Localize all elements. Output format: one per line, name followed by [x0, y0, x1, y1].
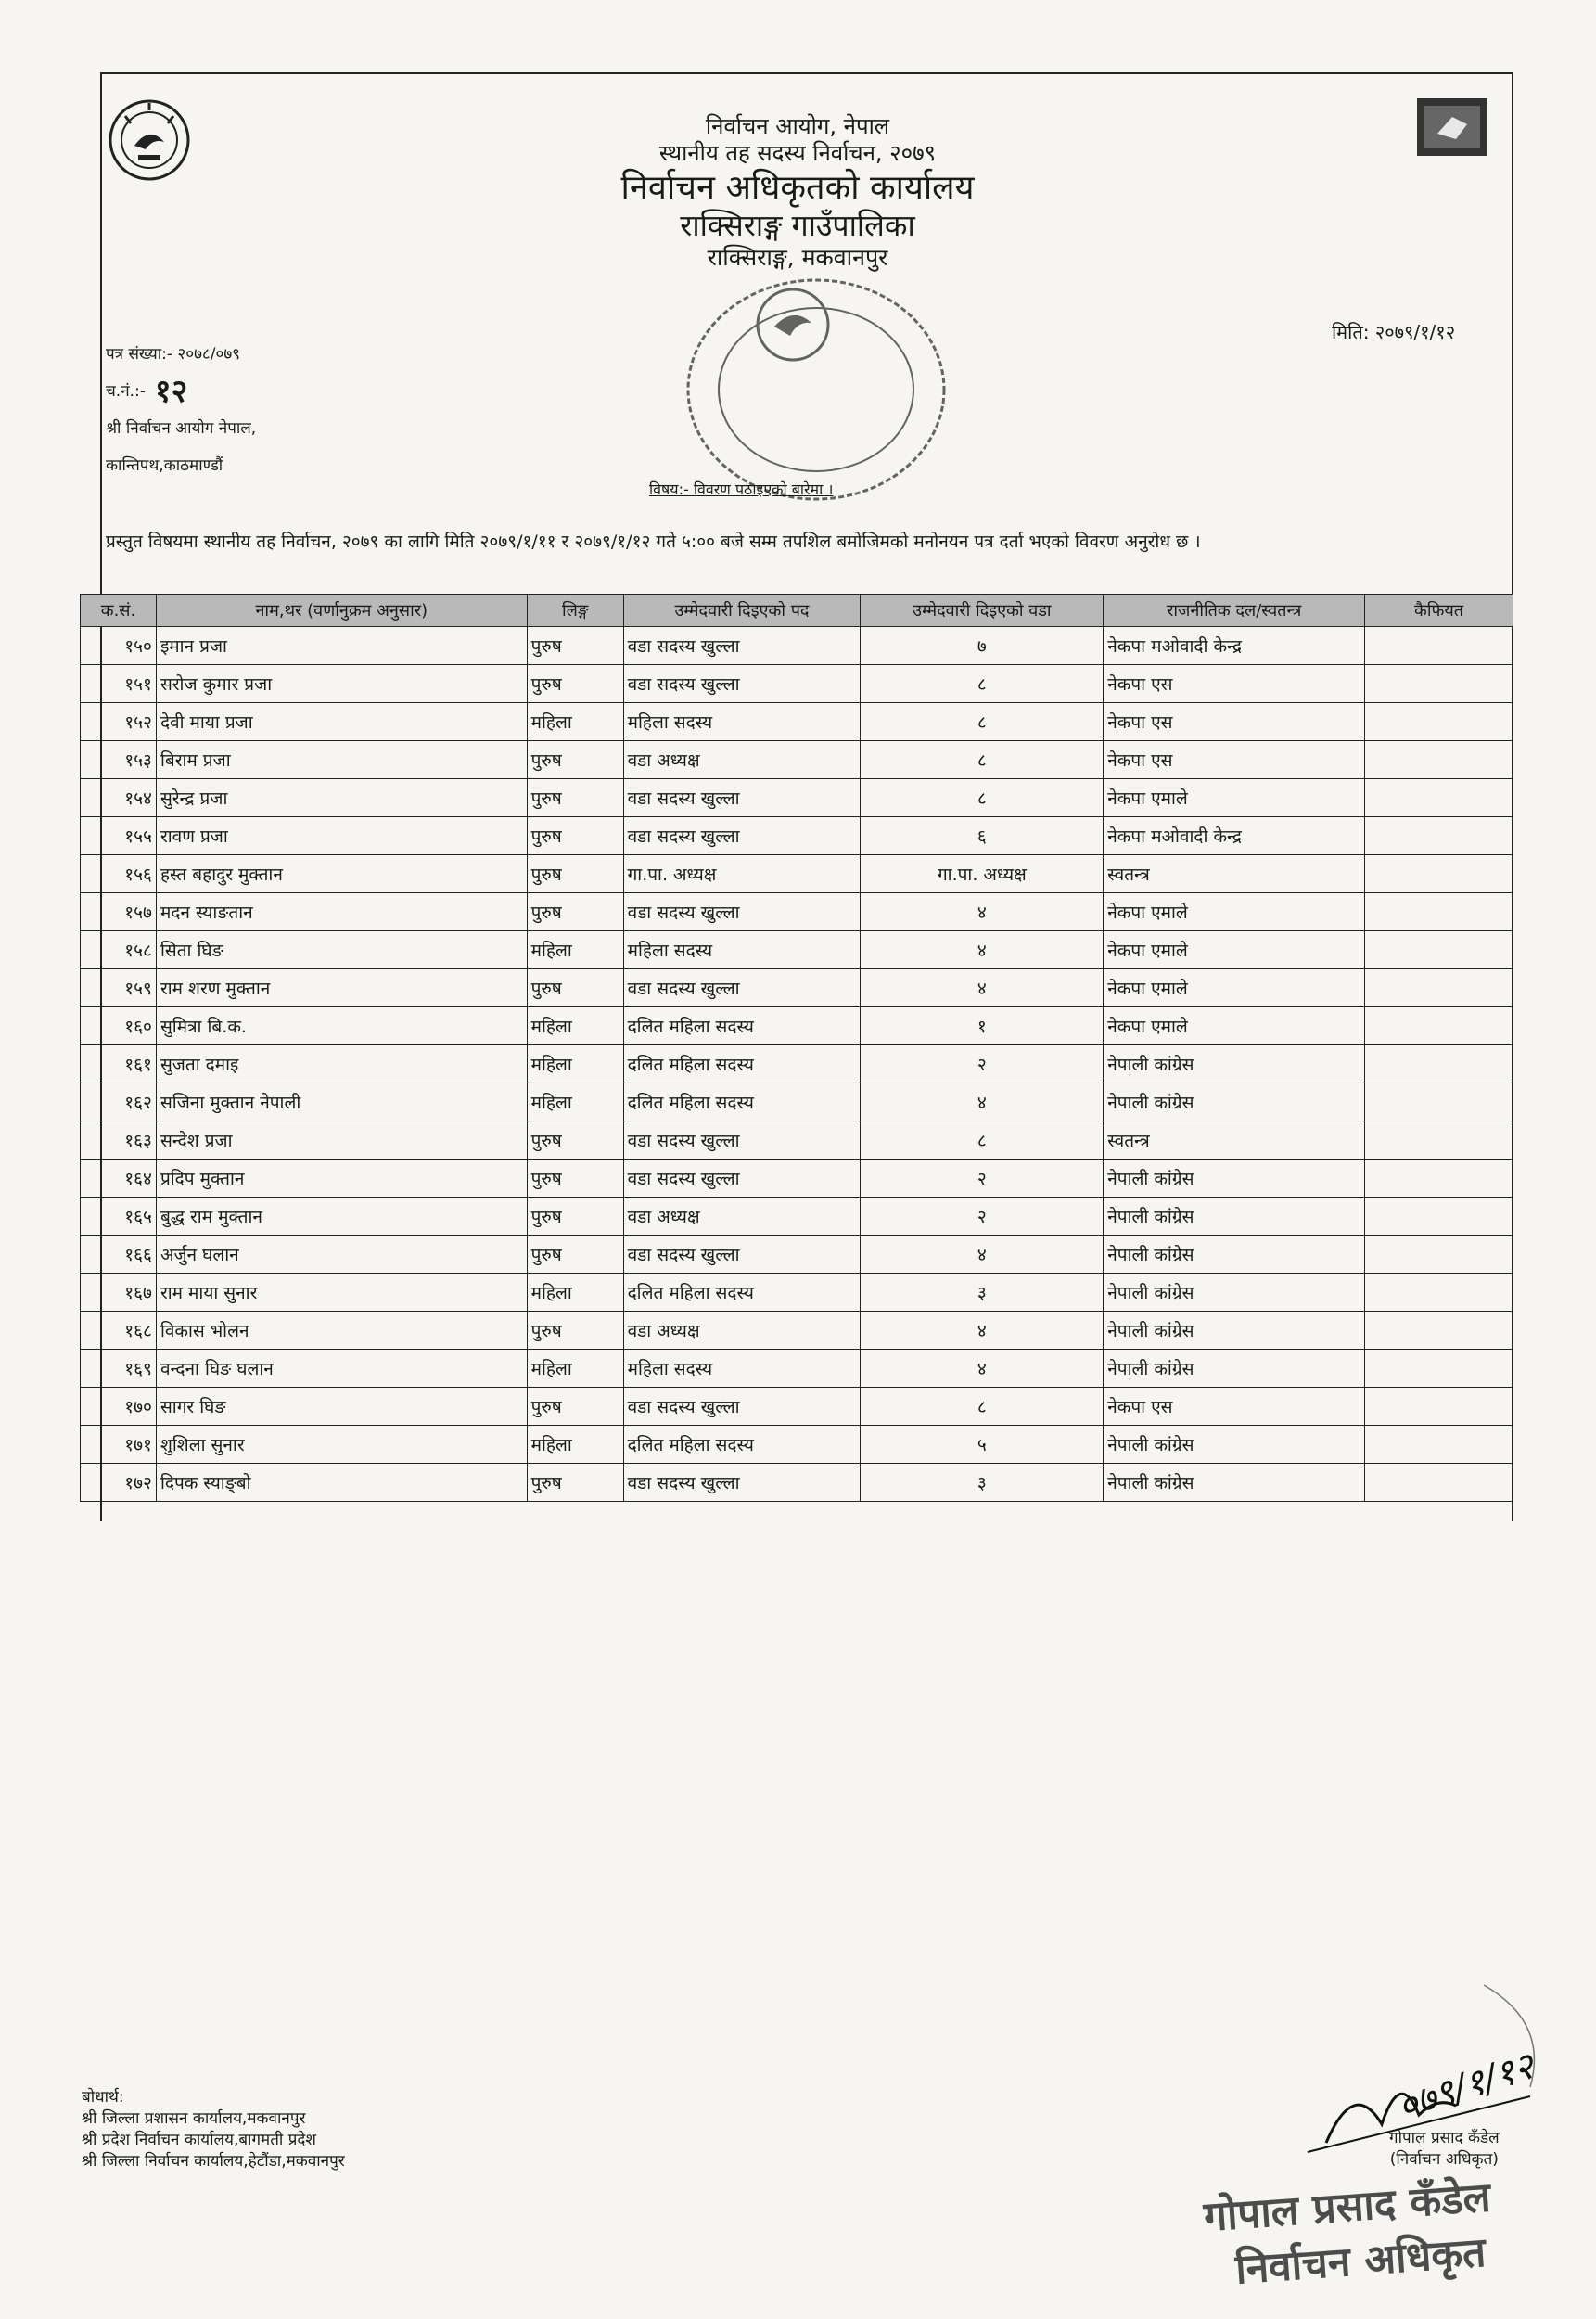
- serial-cell: १५७: [81, 893, 157, 931]
- name-cell: राम शरण मुक्तान: [156, 969, 527, 1007]
- officer-name: गोपाल प्रसाद कँडेल: [1389, 2129, 1500, 2147]
- ward-cell: ४: [861, 969, 1104, 1007]
- remarks-cell: [1365, 1350, 1513, 1388]
- table-row: [81, 1160, 1513, 1198]
- post-cell: वडा सदस्य खुल्ला: [623, 1464, 861, 1502]
- party-cell: नेकपा एमाले: [1104, 893, 1365, 931]
- serial-cell: १५५: [81, 817, 157, 855]
- post-cell: वडा सदस्य खुल्ला: [623, 969, 861, 1007]
- table-row: [81, 1083, 1513, 1121]
- gender-cell: महिला: [527, 703, 623, 741]
- name-cell: सन्देश प्रजा: [156, 1121, 527, 1160]
- party-cell: नेकपा एस: [1104, 1388, 1365, 1426]
- remarks-cell: [1365, 1083, 1513, 1121]
- remarks-cell: [1365, 1198, 1513, 1236]
- table-row: [81, 969, 1513, 1007]
- post-cell: वडा सदस्य खुल्ला: [623, 627, 861, 665]
- name-cell: दिपक स्याङ्बो: [156, 1464, 527, 1502]
- table-header-row: [81, 595, 1513, 627]
- officer-designation: (निर्वाचन अधिकृत): [1389, 2150, 1499, 2169]
- nepal-emblem-icon: [107, 97, 192, 183]
- ward-cell: ८: [861, 779, 1104, 817]
- remarks-cell: [1365, 779, 1513, 817]
- ward-cell: ८: [861, 703, 1104, 741]
- col-ward-header: उम्मेदवारी दिइएको वडा: [861, 595, 1104, 627]
- party-cell: नेपाली कांग्रेस: [1104, 1350, 1365, 1388]
- gender-cell: पुरुष: [527, 1236, 623, 1274]
- party-cell: नेपाली कांग्रेस: [1104, 1236, 1365, 1274]
- name-cell: प्रदिप मुक्तान: [156, 1160, 527, 1198]
- letter-intro: प्रस्तुत विषयमा स्थानीय तह निर्वाचन, २०७९ का लागि मिति २०७९/१/११ र २०७९/१/१२ गते ५:०० बजे सम्म तपशिल बमोजिमको मनोनयन पत्र दर्ता भएको विवरण अनुरोध छ ।: [106, 532, 1201, 552]
- remarks-cell: [1365, 855, 1513, 893]
- serial-cell: १६२: [81, 1083, 157, 1121]
- stamp-designation: निर्वाचन अधिकृत: [1233, 2229, 1487, 2294]
- party-cell: नेकपा एमाले: [1104, 779, 1365, 817]
- ward-cell: ५: [861, 1426, 1104, 1464]
- ward-cell: ६: [861, 817, 1104, 855]
- name-cell: वन्दना घिङ घलान: [156, 1350, 527, 1388]
- party-cell: नेपाली कांग्रेस: [1104, 1083, 1365, 1121]
- post-cell: वडा सदस्य खुल्ला: [623, 779, 861, 817]
- remarks-cell: [1365, 1045, 1513, 1083]
- ward-cell: ४: [861, 931, 1104, 969]
- gender-cell: महिला: [527, 1083, 623, 1121]
- ward-cell: ३: [861, 1274, 1104, 1312]
- serial-cell: १६०: [81, 1007, 157, 1045]
- post-cell: महिला सदस्य: [623, 931, 861, 969]
- remarks-cell: [1365, 1121, 1513, 1160]
- table-row: [81, 1350, 1513, 1388]
- header-office: निर्वाचन अधिकृतको कार्यालय: [620, 168, 975, 207]
- gender-cell: पुरुष: [527, 1464, 623, 1502]
- col-serial-header: क.सं.: [81, 595, 157, 627]
- remarks-cell: [1365, 665, 1513, 703]
- post-cell: वडा सदस्य खुल्ला: [623, 1388, 861, 1426]
- ward-cell: ४: [861, 893, 1104, 931]
- table-row: [81, 931, 1513, 969]
- post-cell: वडा सदस्य खुल्ला: [623, 1121, 861, 1160]
- table-row: [81, 1007, 1513, 1045]
- table-row: [81, 817, 1513, 855]
- remarks-cell: [1365, 1160, 1513, 1198]
- table-row: [81, 627, 1513, 665]
- post-cell: वडा अध्यक्ष: [623, 1198, 861, 1236]
- remarks-cell: [1365, 1007, 1513, 1045]
- serial-cell: १५४: [81, 779, 157, 817]
- party-cell: नेकपा एमाले: [1104, 969, 1365, 1007]
- dispatch-number: [106, 373, 256, 410]
- letter-date: मिति: २०७९/१/१२: [1332, 321, 1456, 343]
- ward-cell: ३: [861, 1464, 1104, 1502]
- serial-cell: १६९: [81, 1350, 157, 1388]
- name-cell: इमान प्रजा: [156, 627, 527, 665]
- post-cell: वडा सदस्य खुल्ला: [623, 1236, 861, 1274]
- post-cell: दलित महिला सदस्य: [623, 1083, 861, 1121]
- remarks-cell: [1365, 1236, 1513, 1274]
- remarks-cell: [1365, 1274, 1513, 1312]
- name-cell: मदन स्याङतान: [156, 893, 527, 931]
- serial-cell: १६७: [81, 1274, 157, 1312]
- recipient-line1: श्री निर्वाचन आयोग नेपाल,: [106, 418, 257, 438]
- table-row: [81, 703, 1513, 741]
- name-cell: देवी माया प्रजा: [156, 703, 527, 741]
- party-cell: नेकपा एमाले: [1104, 1007, 1365, 1045]
- table-row: [81, 779, 1513, 817]
- name-cell: सरोज कुमार प्रजा: [156, 665, 527, 703]
- table-row: [81, 1121, 1513, 1160]
- serial-cell: १५९: [81, 969, 157, 1007]
- serial-cell: १५०: [81, 627, 157, 665]
- table-row: [81, 1236, 1513, 1274]
- serial-cell: १५८: [81, 931, 157, 969]
- party-cell: नेकपा एस: [1104, 741, 1365, 779]
- name-cell: सजिना मुक्तान नेपाली: [156, 1083, 527, 1121]
- remarks-cell: [1365, 627, 1513, 665]
- table-row: [81, 1198, 1513, 1236]
- post-cell: वडा सदस्य खुल्ला: [623, 893, 861, 931]
- recipient-line2: कान्तिपथ,काठमाण्डौं: [106, 455, 223, 475]
- table-row: [81, 1426, 1513, 1464]
- ward-cell: ४: [861, 1236, 1104, 1274]
- table-row: [81, 855, 1513, 893]
- post-cell: महिला सदस्य: [623, 1350, 861, 1388]
- letter-subject: विषय:- विवरण पठाइएको बारेमा ।: [649, 480, 834, 498]
- dispatch-value: १२: [154, 373, 188, 410]
- name-cell: सिता घिङ: [156, 931, 527, 969]
- party-cell: नेकपा एमाले: [1104, 931, 1365, 969]
- serial-cell: १५६: [81, 855, 157, 893]
- letter-number: पत्र संख्या:- २०७८/०७९: [106, 344, 241, 364]
- post-cell: वडा सदस्य खुल्ला: [623, 665, 861, 703]
- table-row: [81, 893, 1513, 931]
- serial-cell: १६६: [81, 1236, 157, 1274]
- ward-cell: ४: [861, 1350, 1104, 1388]
- table-row: [81, 1464, 1513, 1502]
- gender-cell: महिला: [527, 1274, 623, 1312]
- gender-cell: पुरुष: [527, 665, 623, 703]
- name-cell: सुजता दमाइ: [156, 1045, 527, 1083]
- name-cell: सागर घिङ: [156, 1388, 527, 1426]
- party-cell: नेकपा मओवादी केन्द्र: [1104, 627, 1365, 665]
- table-row: [81, 1388, 1513, 1426]
- letter-reference: [106, 336, 256, 484]
- post-cell: दलित महिला सदस्य: [623, 1007, 861, 1045]
- remarks-cell: [1365, 969, 1513, 1007]
- gender-cell: पुरुष: [527, 1121, 623, 1160]
- gender-cell: महिला: [527, 1426, 623, 1464]
- post-cell: दलित महिला सदस्य: [623, 1426, 861, 1464]
- party-cell: नेपाली कांग्रेस: [1104, 1312, 1365, 1350]
- table-row: [81, 1274, 1513, 1312]
- name-cell: रावण प्रजा: [156, 817, 527, 855]
- office-header: [519, 113, 1076, 273]
- table-row: [81, 1045, 1513, 1083]
- gender-cell: पुरुष: [527, 741, 623, 779]
- name-cell: बिराम प्रजा: [156, 741, 527, 779]
- gender-cell: पुरुष: [527, 817, 623, 855]
- cc-list: [82, 2087, 345, 2172]
- serial-cell: १७२: [81, 1464, 157, 1502]
- cc-line3: श्री जिल्ला निर्वाचन कार्यालय,हेटौंडा,मकवानपुर: [82, 2151, 345, 2171]
- gender-cell: पुरुष: [527, 627, 623, 665]
- name-cell: शुशिला सुनार: [156, 1426, 527, 1464]
- serial-cell: १६५: [81, 1198, 157, 1236]
- ballot-box-icon: [1415, 96, 1489, 158]
- gender-cell: पुरुष: [527, 1198, 623, 1236]
- table-row: [81, 665, 1513, 703]
- party-cell: नेपाली कांग्रेस: [1104, 1426, 1365, 1464]
- remarks-cell: [1365, 817, 1513, 855]
- post-cell: महिला सदस्य: [623, 703, 861, 741]
- remarks-cell: [1365, 703, 1513, 741]
- gender-cell: पुरुष: [527, 1388, 623, 1426]
- ward-cell: ८: [861, 1121, 1104, 1160]
- ward-cell: २: [861, 1198, 1104, 1236]
- serial-cell: १७०: [81, 1388, 157, 1426]
- gender-cell: पुरुष: [527, 1160, 623, 1198]
- col-party-header: राजनीतिक दल/स्वतन्त्र: [1104, 595, 1365, 627]
- post-cell: वडा अध्यक्ष: [623, 741, 861, 779]
- gender-cell: पुरुष: [527, 1312, 623, 1350]
- remarks-cell: [1365, 893, 1513, 931]
- party-cell: नेकपा एस: [1104, 703, 1365, 741]
- gender-cell: पुरुष: [527, 893, 623, 931]
- serial-cell: १६४: [81, 1160, 157, 1198]
- remarks-cell: [1365, 1464, 1513, 1502]
- ward-cell: ७: [861, 627, 1104, 665]
- dispatch-label: च.नं.:-: [106, 381, 146, 401]
- ward-cell: गा.पा. अध्यक्ष: [861, 855, 1104, 893]
- party-cell: नेपाली कांग्रेस: [1104, 1198, 1365, 1236]
- ward-cell: २: [861, 1045, 1104, 1083]
- serial-cell: १५३: [81, 741, 157, 779]
- gender-cell: पुरुष: [527, 779, 623, 817]
- col-name-header: नाम,थर (वर्णानुक्रम अनुसार): [156, 595, 527, 627]
- ward-cell: ४: [861, 1312, 1104, 1350]
- name-cell: हस्त बहादुर मुक्तान: [156, 855, 527, 893]
- header-election: स्थानीय तह सदस्य निर्वाचन, २०७९: [658, 140, 937, 167]
- cc-line1: श्री जिल्ला प्रशासन कार्यालय,मकवानपुर: [82, 2108, 306, 2128]
- office-round-stamp: [677, 269, 955, 510]
- col-remarks-header: कैफियत: [1365, 595, 1513, 627]
- name-cell: बुद्ध राम मुक्तान: [156, 1198, 527, 1236]
- gender-cell: महिला: [527, 1350, 623, 1388]
- gender-cell: पुरुष: [527, 855, 623, 893]
- post-cell: वडा अध्यक्ष: [623, 1312, 861, 1350]
- gender-cell: महिला: [527, 931, 623, 969]
- party-cell: स्वतन्त्र: [1104, 855, 1365, 893]
- remarks-cell: [1365, 1426, 1513, 1464]
- remarks-cell: [1365, 1312, 1513, 1350]
- serial-cell: १६३: [81, 1121, 157, 1160]
- ward-cell: १: [861, 1007, 1104, 1045]
- officer-name-stamp: [1202, 2170, 1496, 2300]
- post-cell: दलित महिला सदस्य: [623, 1274, 861, 1312]
- header-municipality: राक्सिराङ्ग गाउँपालिका: [680, 208, 915, 244]
- ward-cell: ८: [861, 665, 1104, 703]
- name-cell: राम माया सुनार: [156, 1274, 527, 1312]
- header-address: राक्सिराङ्ग, मकवानपुर: [707, 244, 888, 272]
- signature-date: ०७९/१/१२: [1392, 2044, 1539, 2129]
- candidate-table: [80, 594, 1513, 1502]
- col-gender-header: लिङ्ग: [527, 595, 623, 627]
- cc-line2: श्री प्रदेश निर्वाचन कार्यालय,बागमती प्रदेश: [82, 2130, 316, 2149]
- remarks-cell: [1365, 931, 1513, 969]
- serial-cell: १६८: [81, 1312, 157, 1350]
- party-cell: नेपाली कांग्रेस: [1104, 1274, 1365, 1312]
- serial-cell: १५१: [81, 665, 157, 703]
- name-cell: सुरेन्द्र प्रजा: [156, 779, 527, 817]
- party-cell: स्वतन्त्र: [1104, 1121, 1365, 1160]
- header-commission: निर्वाचन आयोग, नेपाल: [705, 113, 890, 139]
- party-cell: नेपाली कांग्रेस: [1104, 1464, 1365, 1502]
- serial-cell: १७१: [81, 1426, 157, 1464]
- post-cell: वडा सदस्य खुल्ला: [623, 817, 861, 855]
- col-post-header: उम्मेदवारी दिइएको पद: [623, 595, 861, 627]
- name-cell: विकास भोलन: [156, 1312, 527, 1350]
- table-row: [81, 1312, 1513, 1350]
- party-cell: नेकपा एस: [1104, 665, 1365, 703]
- ward-cell: ८: [861, 1388, 1104, 1426]
- post-cell: गा.पा. अध्यक्ष: [623, 855, 861, 893]
- serial-cell: १५२: [81, 703, 157, 741]
- party-cell: नेपाली कांग्रेस: [1104, 1045, 1365, 1083]
- name-cell: अर्जुन घलान: [156, 1236, 527, 1274]
- cc-title: बोधार्थ:: [82, 2088, 124, 2107]
- gender-cell: पुरुष: [527, 969, 623, 1007]
- gender-cell: महिला: [527, 1007, 623, 1045]
- remarks-cell: [1365, 741, 1513, 779]
- post-cell: वडा सदस्य खुल्ला: [623, 1160, 861, 1198]
- gender-cell: महिला: [527, 1045, 623, 1083]
- ward-cell: ८: [861, 741, 1104, 779]
- officer-signature-block: [1389, 2126, 1500, 2169]
- party-cell: नेपाली कांग्रेस: [1104, 1160, 1365, 1198]
- party-cell: नेकपा मओवादी केन्द्र: [1104, 817, 1365, 855]
- ward-cell: २: [861, 1160, 1104, 1198]
- ward-cell: ४: [861, 1083, 1104, 1121]
- remarks-cell: [1365, 1388, 1513, 1426]
- post-cell: दलित महिला सदस्य: [623, 1045, 861, 1083]
- stamp-name: गोपाल प्रसाद कँडेल: [1202, 2173, 1493, 2241]
- serial-cell: १६१: [81, 1045, 157, 1083]
- name-cell: सुमित्रा बि.क.: [156, 1007, 527, 1045]
- table-row: [81, 741, 1513, 779]
